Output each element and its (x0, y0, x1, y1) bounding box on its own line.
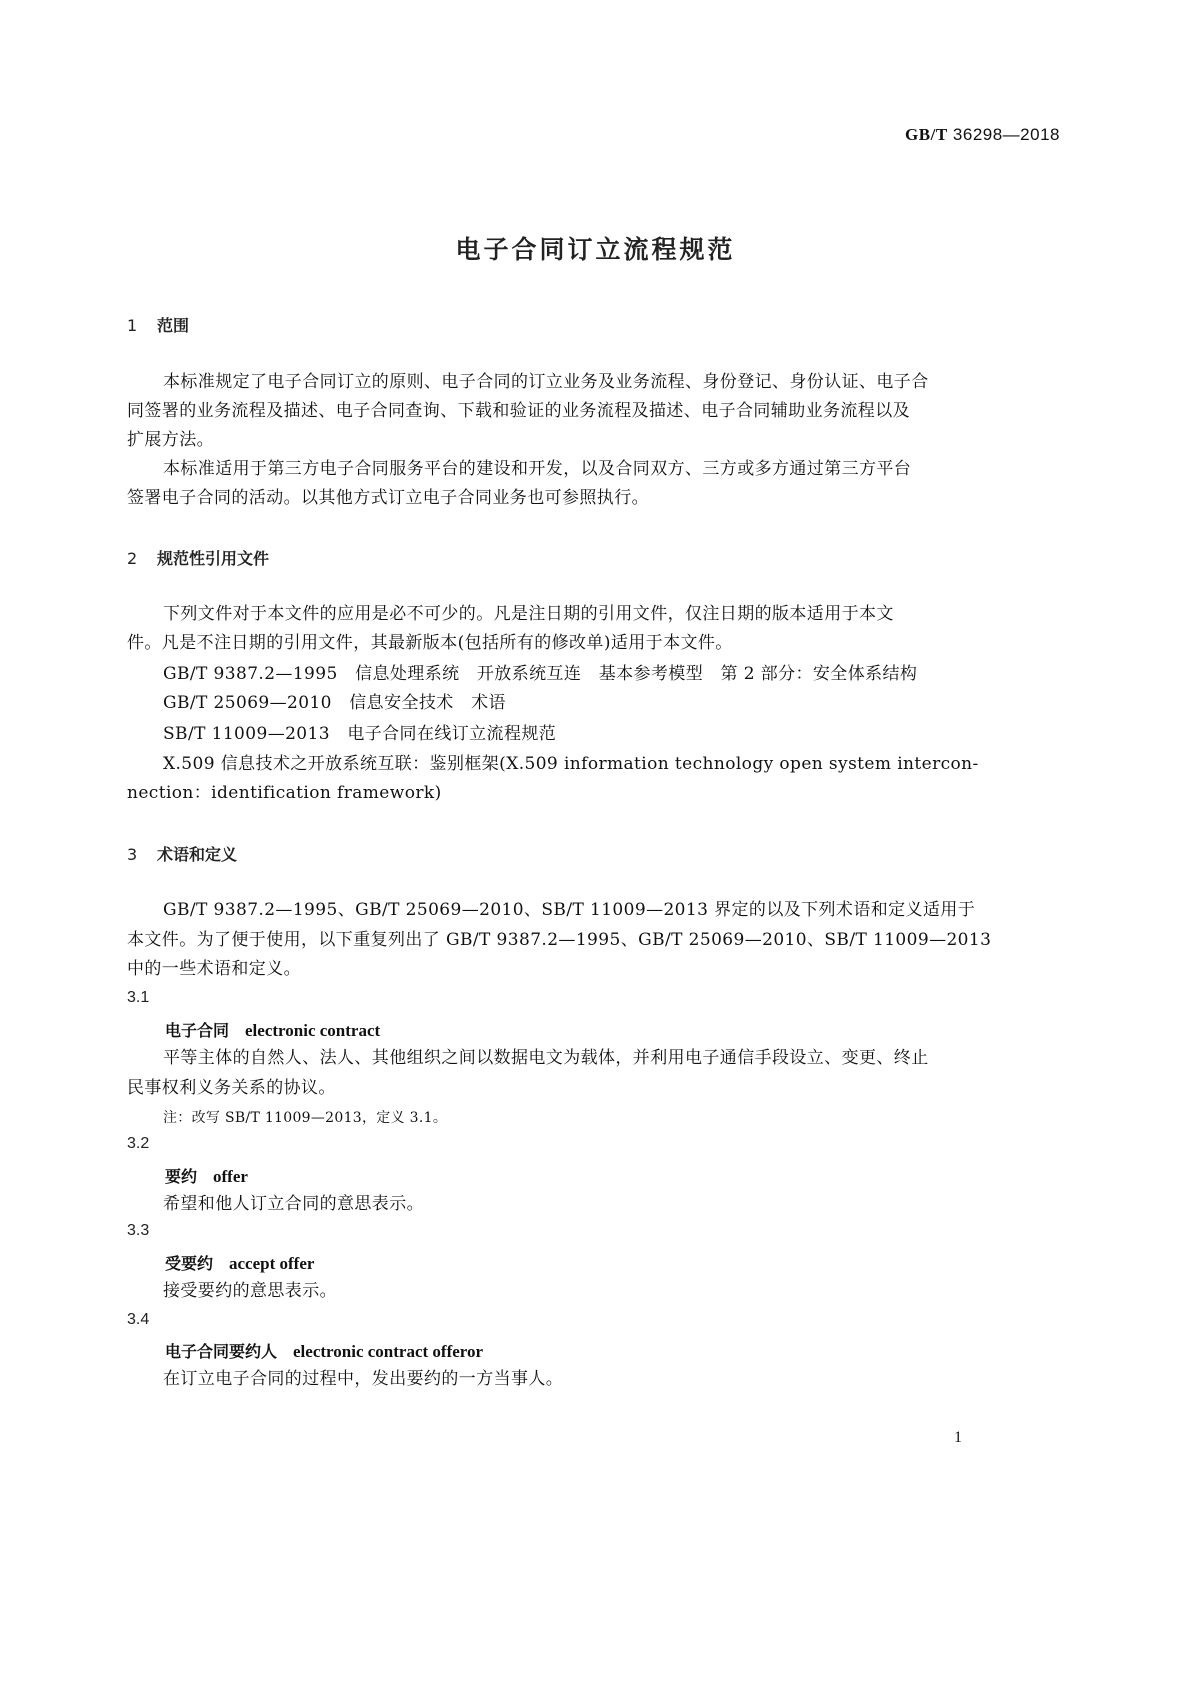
section-number: 1 (127, 316, 138, 335)
section-title: 术语和定义 (157, 845, 238, 864)
section-number: 2 (127, 549, 138, 568)
section-number: 3 (127, 845, 138, 864)
term-number: 3.2 (127, 1135, 150, 1152)
term-entry (165, 1251, 314, 1274)
paragraph-line: 下列文件对于本文件的应用是必不可少的。凡是注日期的引用文件，仅注日期的版本适用于本文 (163, 604, 894, 624)
section-title: 范围 (157, 316, 190, 335)
term-cn: 电子合同要约人 (165, 1342, 278, 1361)
paragraph-line: 本标准规定了电子合同订立的原则、电子合同的订立业务及业务流程、身份登记、身份认证、电子合 (163, 372, 929, 392)
reference-item-continued: nection：identification framework) (127, 783, 442, 803)
term-definition: 希望和他人订立合同的意思表示。 (163, 1194, 424, 1214)
paragraph-line: GB/T 9387.2—1995、GB/T 25069—2010、SB/T 11009—2013 界定的以及下列术语和定义适用于 (163, 900, 976, 920)
term-number: 3.4 (127, 1311, 150, 1328)
term-cn: 受要约 (165, 1254, 214, 1273)
term-entry (165, 1339, 483, 1362)
term-definition: 民事权利义务关系的协议。 (127, 1078, 336, 1098)
paragraph-line: 件。凡是不注日期的引用文件，其最新版本(包括所有的修改单)适用于本文件。 (127, 633, 733, 653)
term-definition: 接受要约的意思表示。 (163, 1281, 337, 1301)
term-note: 注：改写 SB/T 11009—2013，定义 3.1。 (163, 1110, 448, 1126)
term-en: electronic contract offeror (293, 1342, 484, 1361)
section-title: 规范性引用文件 (157, 549, 270, 568)
document-title: 电子合同订立流程规范 (455, 235, 736, 264)
reference-item: X.509 信息技术之开放系统互联：鉴别框架(X.509 information technology open system intercon- (163, 754, 979, 774)
paragraph-line: 本标准适用于第三方电子合同服务平台的建设和开发，以及合同双方、三方或多方通过第三方平台 (163, 459, 912, 479)
section-3-heading (127, 842, 237, 865)
standard-code-number: 36298—2018 (952, 125, 1060, 144)
section-2-heading (127, 546, 269, 569)
term-cn: 要约 (165, 1167, 198, 1186)
paragraph-line: 中的一些术语和定义。 (127, 959, 301, 979)
term-number: 3.3 (127, 1222, 150, 1239)
paragraph-line: 扩展方法。 (127, 430, 214, 450)
standard-code (905, 125, 1060, 145)
standard-code-prefix: GB/T (905, 125, 948, 144)
reference-item: GB/T 9387.2—1995 信息处理系统 开放系统互连 基本参考模型 第 2 部分：安全体系结构 (163, 664, 918, 684)
reference-item: GB/T 25069—2010 信息安全技术 术语 (163, 693, 506, 713)
term-en: electronic contract (245, 1021, 381, 1040)
term-en: accept offer (229, 1254, 315, 1273)
term-en: offer (213, 1167, 248, 1186)
paragraph-line: 签署电子合同的活动。以其他方式订立电子合同业务也可参照执行。 (127, 488, 649, 508)
term-entry (165, 1018, 380, 1041)
term-number: 3.1 (127, 989, 150, 1006)
term-definition: 平等主体的自然人、法人、其他组织之间以数据电文为载体，并利用电子通信手段设立、变更、终止 (163, 1048, 929, 1068)
term-cn: 电子合同 (165, 1021, 230, 1040)
reference-item: SB/T 11009—2013 电子合同在线订立流程规范 (163, 724, 557, 744)
term-entry (165, 1164, 248, 1187)
page-number: 1 (954, 1429, 962, 1446)
section-1-heading (127, 313, 189, 336)
term-definition: 在订立电子合同的过程中，发出要约的一方当事人。 (163, 1369, 564, 1389)
paragraph-line: 同签署的业务流程及描述、电子合同查询、下载和验证的业务流程及描述、电子合同辅助业务流程以及 (127, 401, 910, 421)
paragraph-line: 本文件。为了便于使用，以下重复列出了 GB/T 9387.2—1995、GB/T 25069—2010、SB/T 11009—2013 (127, 930, 992, 950)
